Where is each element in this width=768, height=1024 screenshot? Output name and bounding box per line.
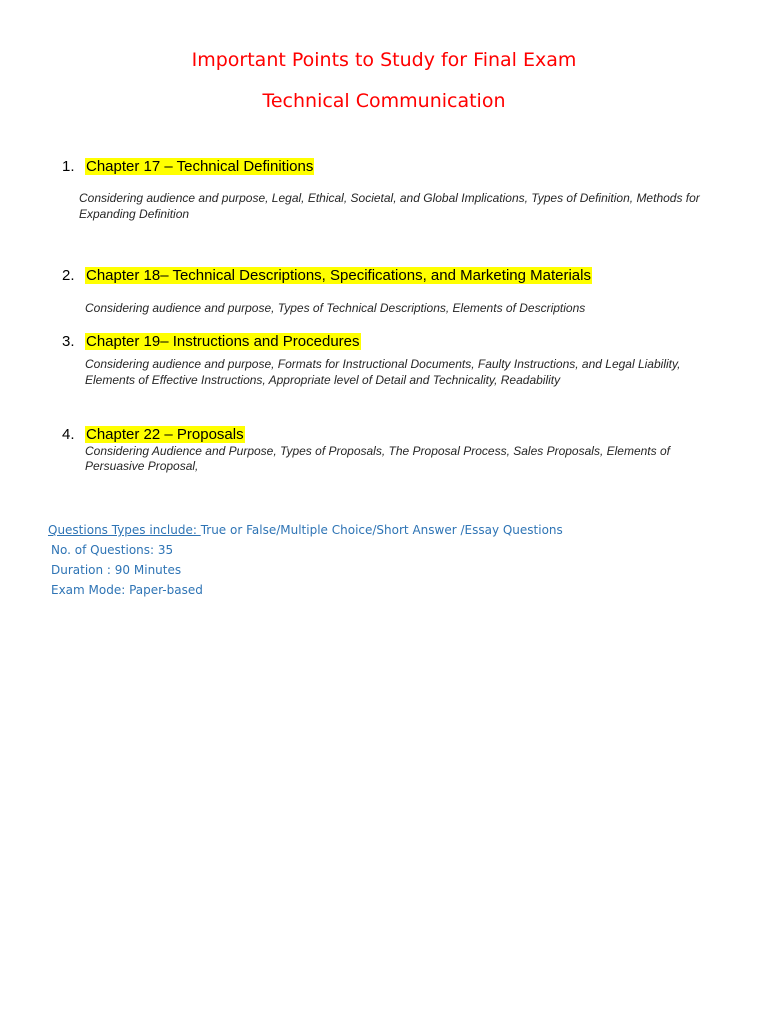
chapter-item-4: [62, 426, 245, 444]
chapter-title: Chapter 19– Instructions and Procedures: [86, 333, 360, 350]
chapter-title: Chapter 22 – Proposals: [86, 426, 244, 443]
exam-mode: Exam Mode: Paper-based: [51, 583, 203, 597]
question-types: [48, 520, 563, 540]
chapter-item-2: [62, 267, 592, 285]
chapter-number: 2.: [62, 267, 75, 284]
chapter-item-1: [62, 158, 314, 176]
chapter-description-4: Considering Audience and Purpose, Types of Proposals, The Proposal Process, Sales Proposals, Elements of Persuasive Proposal,: [85, 444, 670, 473]
exam-duration: Duration : 90 Minutes: [51, 563, 182, 577]
chapter-number: 3.: [62, 333, 75, 350]
number-of-questions: No. of Questions: 35: [51, 543, 174, 557]
page-subtitle: Technical Communication: [262, 90, 506, 112]
chapter-item-3: [62, 333, 361, 351]
chapter-description-1: Considering audience and purpose, Legal, Ethical, Societal, and Global Implications, Types of Definition, Methods for Expanding Definition: [79, 191, 700, 221]
question-types-label: Questions Types include:: [48, 523, 201, 537]
chapter-title: Chapter 17 – Technical Definitions: [86, 158, 314, 175]
chapter-title: Chapter 18– Technical Descriptions, Specifications, and Marketing Materials: [86, 267, 591, 284]
page-title: Important Points to Study for Final Exam: [191, 49, 577, 71]
chapter-number: 1.: [62, 158, 75, 175]
chapter-description-2: Considering audience and purpose, Types of Technical Descriptions, Elements of Descriptions: [85, 301, 586, 315]
chapter-number: 4.: [62, 426, 75, 443]
chapter-description-3: Considering audience and purpose, Formats for Instructional Documents, Faulty Instructions, and Legal Liability, Elements of Effective Instructions, Appropriate level of Detail and Technicality, Readability: [85, 357, 681, 387]
question-types-value: True or False/Multiple Choice/Short Answer /Essay Questions: [200, 523, 563, 537]
